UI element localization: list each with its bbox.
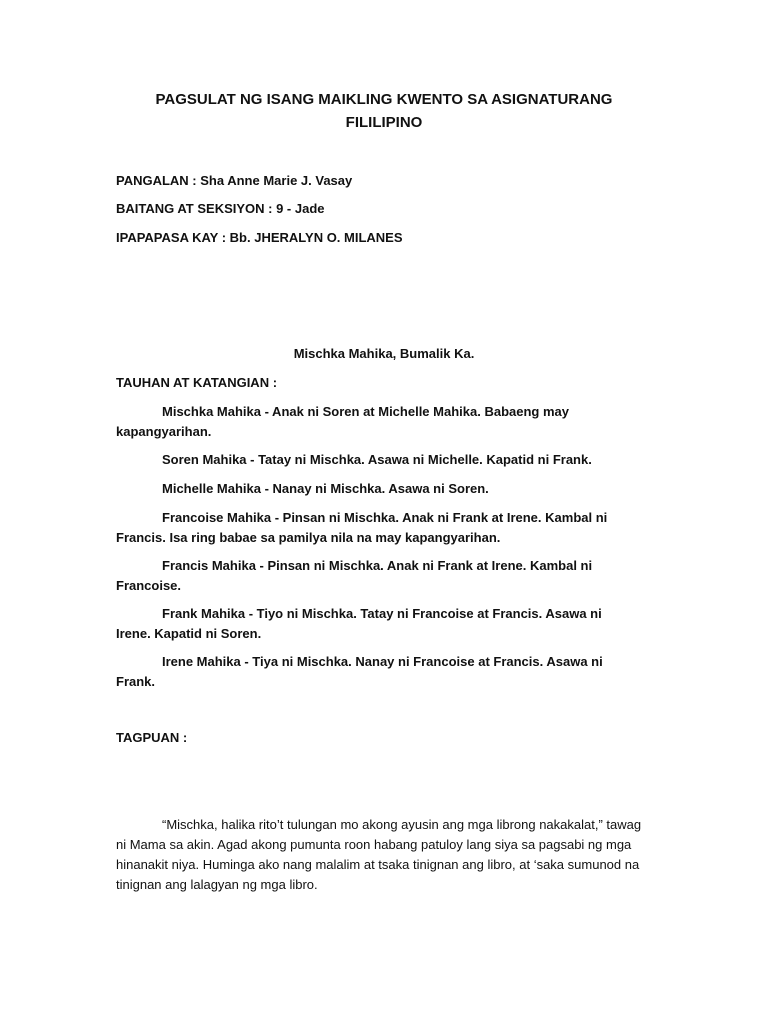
tagpuan-heading: TAGPUAN : xyxy=(116,730,188,745)
pangalan-line: PANGALAN : Sha Anne Marie J. Vasay xyxy=(116,173,353,188)
character-entry: Michelle Mahika - Nanay ni Mischka. Asawa ni Soren. xyxy=(162,481,489,496)
character-entry: Mischka Mahika - Anak ni Soren at Michelle Mahika. Babaeng may kapangyarihan. xyxy=(116,404,569,439)
character-entry: Soren Mahika - Tatay ni Mischka. Asawa ni Michelle. Kapatid ni Frank. xyxy=(162,452,592,467)
character-entry: Francoise Mahika - Pinsan ni Mischka. Anak ni Frank at Irene. Kambal ni Francis. Isa ring babae sa pamilya nila na may kapangyarihan. xyxy=(116,510,608,545)
character-entry: Francis Mahika - Pinsan ni Mischka. Anak ni Frank at Irene. Kambal ni Francoise. xyxy=(116,558,593,593)
character-entry: Irene Mahika - Tiya ni Mischka. Nanay ni Francoise at Francis. Asawa ni Frank. xyxy=(116,654,603,689)
story-title: Mischka Mahika, Bumalik Ka. xyxy=(293,346,475,361)
document-title-line-2: FILILIPINO xyxy=(345,114,423,131)
opening-paragraph: “Mischka, halika rito’t tulungan mo akong ayusin ang mga librong nakakalat,” tawag ni Mama sa akin. Agad akong pumunta roon habang patuloy lang siya sa pagsabi ng mga hinanakit niya. Huminga ako nang malalim at tsaka tinignan ang libro, at ‘saka sumunod na tinignan ang lalagyan ng mga libro. xyxy=(116,817,642,892)
character-entry: Frank Mahika - Tiyo ni Mischka. Tatay ni Francoise at Francis. Asawa ni Irene. Kapatid ni Soren. xyxy=(116,606,602,641)
ipapapasa-line: IPAPAPASA KAY : Bb. JHERALYN O. MILANES xyxy=(116,230,403,245)
document-title-line-1: PAGSULAT NG ISANG MAIKLING KWENTO SA ASIGNATURANG xyxy=(155,91,613,108)
baitang-line: BAITANG AT SEKSIYON : 9 - Jade xyxy=(116,201,325,216)
tauhan-heading: TAUHAN AT KATANGIAN : xyxy=(116,375,278,390)
